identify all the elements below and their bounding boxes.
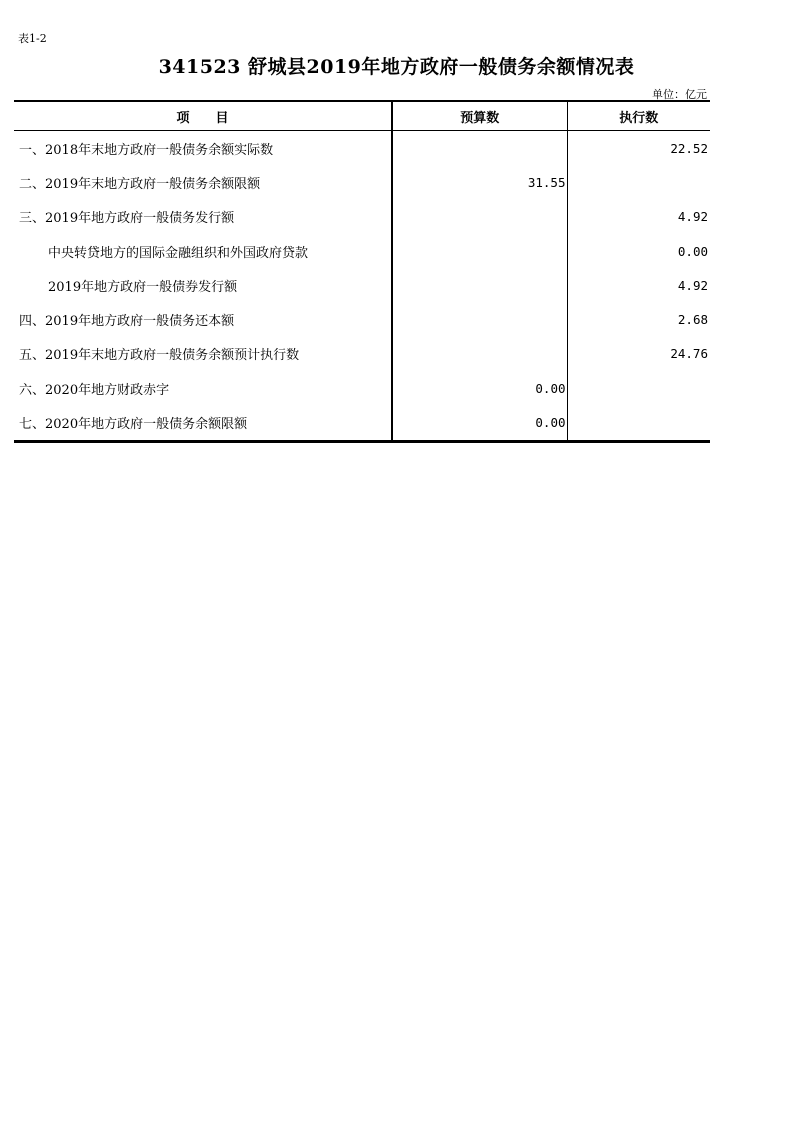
row-budget: 31.55 (392, 165, 567, 199)
table-row (14, 302, 710, 336)
row-execution (567, 405, 710, 441)
row-budget (392, 234, 567, 268)
row-item: 五、2019年末地方政府一般债务余额预计执行数 (14, 337, 392, 371)
table-row (14, 337, 710, 371)
table-row (14, 371, 710, 405)
row-execution: 24.76 (670, 346, 708, 362)
row-execution: 4.92 (677, 209, 708, 225)
table-header-row (14, 101, 710, 131)
row-item: 三、2019年地方政府一般债务发行额 (14, 200, 392, 234)
table-row (14, 405, 710, 441)
row-item: 六、2020年地方财政赤字 (14, 371, 392, 405)
row-budget: 0.00 (392, 405, 567, 441)
column-header-budget: 预算数 (392, 101, 567, 131)
row-item: 四、2019年地方政府一般债务还本额 (14, 302, 392, 336)
row-execution (567, 371, 710, 405)
column-header-execution: 执行数 (567, 101, 710, 131)
row-budget (392, 131, 567, 166)
table-row (14, 131, 710, 166)
table-row (14, 200, 710, 234)
row-item: 中央转贷地方的国际金融组织和外国政府贷款 (14, 234, 392, 268)
table-row (14, 268, 710, 302)
row-budget (392, 337, 567, 371)
row-item: 二、2019年末地方政府一般债务余额限额 (14, 165, 392, 199)
table-row (14, 165, 710, 199)
column-header-item: 项 目 (14, 101, 392, 131)
row-execution: 2.68 (677, 312, 708, 328)
row-item: 2019年地方政府一般债券发行额 (14, 268, 392, 302)
row-item: 七、2020年地方政府一般债务余额限额 (14, 405, 392, 441)
row-execution: 22.52 (670, 140, 708, 156)
row-budget (392, 268, 567, 302)
row-item: 一、2018年末地方政府一般债务余额实际数 (14, 131, 392, 166)
page-title: 341523 舒城县2019年地方政府一般债务余额情况表 (158, 56, 635, 78)
table-id: 表1-2 (18, 32, 47, 45)
row-budget: 0.00 (392, 371, 567, 405)
row-execution: 0.00 (677, 243, 708, 259)
row-budget (392, 200, 567, 234)
debt-balance-table (14, 100, 710, 443)
unit-label: 单位：亿元 (652, 88, 707, 101)
row-execution (567, 165, 710, 199)
row-execution: 4.92 (677, 277, 708, 293)
table-row (14, 234, 710, 268)
row-budget (392, 302, 567, 336)
